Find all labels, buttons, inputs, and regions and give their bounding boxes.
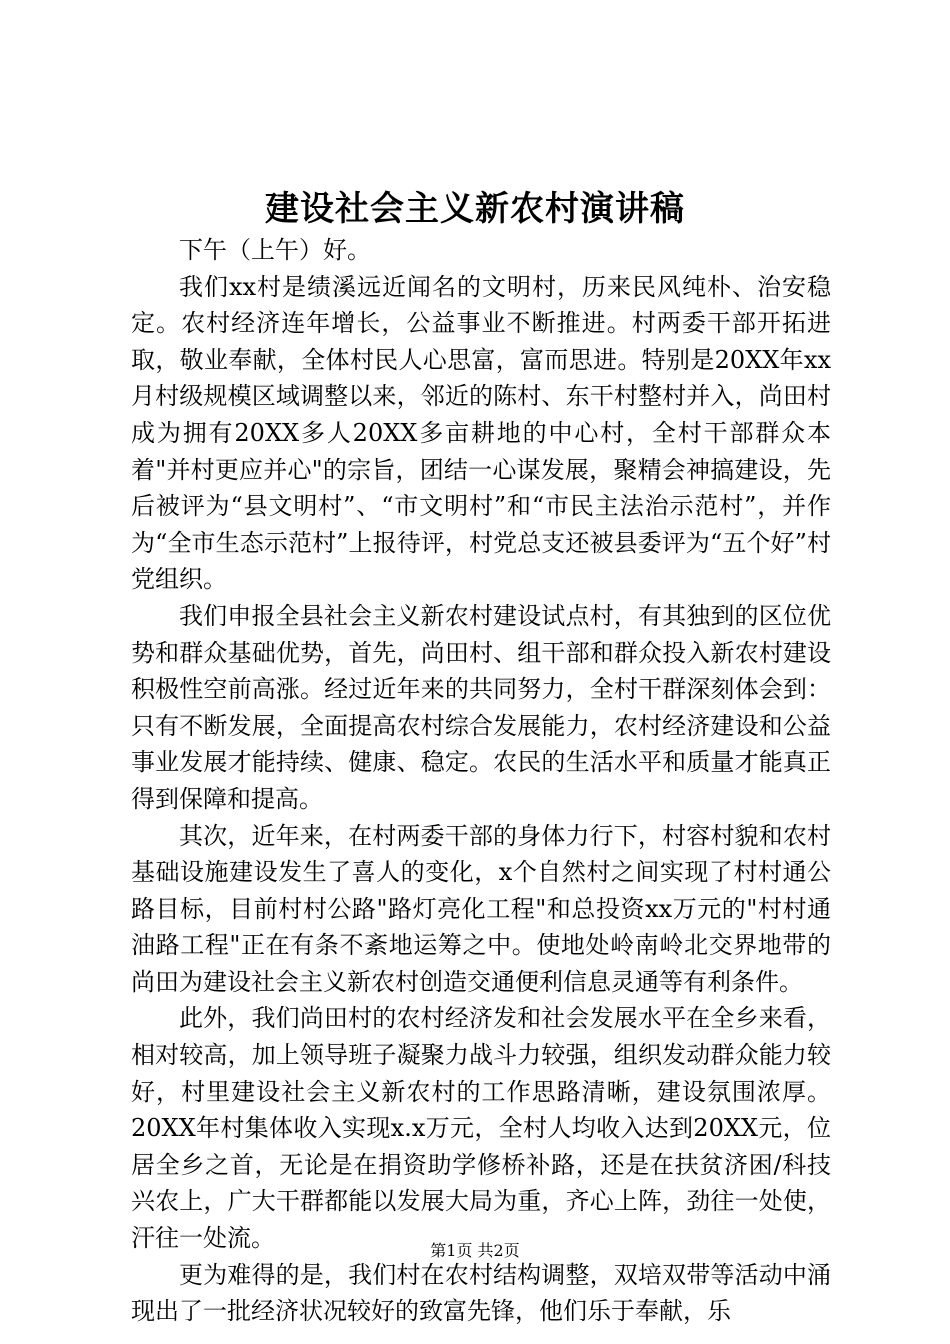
paragraph: 下午（上午）好。 xyxy=(179,236,371,264)
paragraph: 我们xx村是绩溪远近闻名的文明村，历来民风纯朴、治安稳定。农村经济连年增长，公益事业不断推进。村两委干部开拓进取，敬业奉献，全体村民人心思富，富而思进。特别是20XX年xx月村级规模区域调整以来，邻近的陈村、东干村整村并入，尚田村成为拥有20XX多人20XX多亩耕地的中心村，全村干部群众本着"并村更应并心"的宗旨，团结一心谋发展，聚精会神搞建设，先后被评为“县文明村”、“市文明村”和“市民主法治示范村”，并作为“全市生态示范村”上报待评，村党总支还被县委评为“五个好”村党组织。 xyxy=(131,272,831,594)
page-footer: 第1页 共2页 xyxy=(430,1241,520,1260)
document-body xyxy=(131,232,831,1330)
paragraph: 其次，近年来，在村两委干部的身体力行下，村容村貌和农村基础设施建设发生了喜人的变化，x个自然村之间实现了村村通公路目标，目前村村公路"路灯亮化工程"和总投资xx万元的"村村通油路工程"正在有条不紊地运筹之中。使地处岭南岭北交界地带的尚田为建设社会主义新农村创造交通便利信息灵通等有利条件。 xyxy=(131,821,831,996)
paragraph: 此外，我们尚田村的农村经济发和社会发展水平在全乡来看，相对较高，加上领导班子凝聚力战斗力较强，组织发动群众能力较好，村里建设社会主义新农村的工作思路清晰，建设氛围浓厚。20XX年村集体收入实现x.x万元，全村人均收入达到20XX元，位居全乡之首，无论是在捐资助学修桥补路，还是在扶贫济困/科技兴农上，广大干群都能以发展大局为重，齐心上阵，劲往一处使，汗往一处流。 xyxy=(131,1004,831,1253)
paragraph: 我们申报全县社会主义新农村建设试点村，有其独到的区位优势和群众基础优势，首先，尚田村、组干部和群众投入新农村建设积极性空前高涨。经过近年来的共同努力，全村干群深刻体会到：只有不断发展，全面提高农村综合发展能力，农村经济建设和公益事业发展才能持续、健康、稳定。农民的生活水平和质量才能真正得到保障和提高。 xyxy=(131,601,831,813)
document-title: 建设社会主义新农村演讲稿 xyxy=(265,189,685,229)
paragraph: 更为难得的是，我们村在农村结构调整，双培双带等活动中涌现出了一批经济状况较好的致富先锋，他们乐于奉献，乐 xyxy=(131,1260,831,1326)
